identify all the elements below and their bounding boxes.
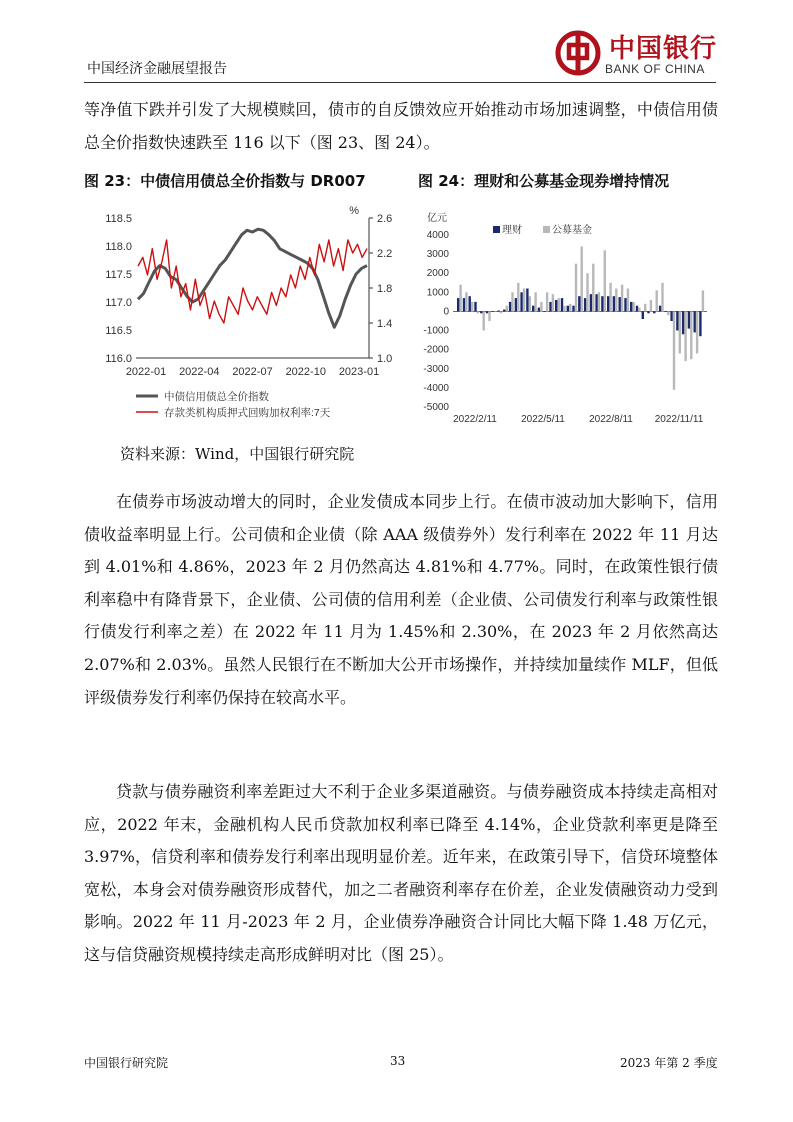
legend-label: 公募基金: [552, 225, 592, 236]
figure-23-title: 图 23：中债信用债总全价指数与 DR007: [84, 172, 366, 190]
x-tick-label: 2022/11/11: [654, 414, 704, 425]
licai-bar: [503, 310, 505, 312]
y-tick-label: 2000: [426, 268, 449, 280]
licai-bar: [595, 294, 597, 311]
licai-bar: [509, 302, 511, 312]
fund-bar: [667, 311, 669, 315]
fund-bar: [592, 264, 594, 312]
y-axis-unit: 亿元: [427, 213, 447, 224]
licai-bar: [699, 311, 701, 336]
x-tick-label: 2022/8/11: [589, 414, 633, 425]
licai-bar: [555, 300, 557, 312]
licai-bar: [463, 298, 465, 311]
licai-bar: [561, 298, 563, 311]
fund-bar: [477, 311, 479, 313]
fund-bar: [546, 292, 548, 311]
y-tick-label: -2000: [423, 344, 449, 356]
legend-label: 中债信用债总全价指数: [164, 391, 269, 403]
left-tick-label: 116.5: [105, 325, 132, 337]
licai-bar: [670, 311, 672, 321]
fund-bar: [569, 304, 571, 312]
fund-bar: [523, 289, 525, 312]
licai-bar: [486, 311, 488, 313]
left-tick-label: 118.5: [105, 213, 132, 225]
x-tick-label: 2022-01: [125, 366, 167, 378]
fund-bar: [598, 292, 600, 311]
paragraph-2: 在债券市场波动增大的同时，企业发债成本同步上行。在债市波动加大影响下，信用债收益率明显上行。公司债和企业债（除 AAA 级债券外）发行利率在 2022 年 11 月达到 4.01%和 4.86%，2023 年 2 月仍然高达 4.81%和 4.77%。同时，在政策性银行债利率稳中有降背景下，企业债、公司债的信用利差（企业债、公司债发行利率与政策性银行债发行利率之差）在 2022 年 11 月为 1.45%和 2.30%，在 2023 年 2 月依然高达 2.07%和 2.03%。虽然人民银行在不断加大公开市场操作，并持续加量续作 MLF，但低评级债券发行利率仍保持在较高水平。: [84, 492, 718, 707]
paragraph-1: 等净值下跌并引发了大规模赎回，债市的自反馈效应开始推动市场加速调整，中债信用债总全价指数快速跌至 116 以下（图 23、图 24）。: [84, 100, 718, 152]
left-tick-label: 116.0: [105, 353, 132, 365]
fund-bar: [563, 306, 565, 312]
x-tick-label: 2022-07: [232, 366, 273, 378]
left-tick-label: 118.0: [105, 241, 132, 253]
y-tick-label: -1000: [423, 325, 449, 337]
fund-bar: [661, 283, 663, 312]
left-tick-label: 117.0: [105, 297, 132, 309]
y-tick-label: -3000: [423, 363, 449, 375]
fund-bar: [609, 283, 611, 312]
licai-bar: [474, 302, 476, 312]
licai-bar: [572, 306, 574, 312]
licai-bar: [532, 306, 534, 312]
x-tick-label: 2022-10: [285, 366, 326, 378]
fund-bar: [604, 250, 606, 311]
dr007-line: [138, 240, 367, 323]
fund-bar: [586, 273, 588, 311]
legend-label: 理财: [502, 225, 522, 236]
logo-english-text: BANK OF CHINA: [605, 62, 705, 76]
legend-swatch: [543, 226, 550, 233]
figure-24-chart: [415, 200, 715, 430]
licai-bar: [520, 292, 522, 311]
report-title: 中国经济金融展望报告: [87, 61, 227, 77]
right-tick-label: 2.6: [377, 213, 393, 225]
right-tick-label: 2.2: [377, 248, 393, 260]
licai-bar: [676, 311, 678, 330]
licai-bar: [544, 311, 546, 312]
figure-24-title: 图 24：理财和公募基金现券增持情况: [418, 172, 670, 190]
legend-label: 存款类机构质押式回购加权利率:7天: [164, 407, 331, 419]
fund-bar: [575, 264, 577, 312]
licai-bar: [688, 311, 690, 328]
fund-bar: [552, 294, 554, 311]
licai-bar: [578, 296, 580, 311]
licai-bar: [567, 306, 569, 312]
licai-bar: [630, 302, 632, 312]
x-tick-label: 2022/2/11: [453, 414, 497, 425]
licai-bar: [515, 298, 517, 311]
fund-bar: [471, 302, 473, 312]
y-tick-label: 1000: [426, 287, 449, 299]
licai-bar: [457, 298, 459, 311]
fund-bar: [684, 311, 686, 361]
logo-chinese-text: 中国银行: [609, 34, 718, 64]
licai-bar: [584, 298, 586, 311]
right-tick-label: 1.0: [377, 353, 393, 365]
figure-23-chart: [84, 200, 414, 425]
y-tick-label: 3000: [426, 249, 449, 261]
legend-swatch: [493, 226, 500, 233]
boc-emblem-icon: [555, 30, 601, 76]
fund-bar: [650, 300, 652, 312]
licai-bar: [659, 306, 661, 312]
right-tick-label: 1.4: [377, 318, 393, 330]
x-tick-label: 2023-01: [338, 366, 380, 378]
page-number: 33: [390, 1054, 406, 1068]
fund-bar: [500, 311, 502, 313]
licai-bar: [694, 311, 696, 332]
bond-index-line: [138, 229, 367, 327]
licai-bar: [682, 311, 684, 334]
fund-bar: [615, 289, 617, 312]
licai-bar: [480, 311, 482, 313]
licai-bar: [642, 311, 644, 319]
fund-bar: [558, 298, 560, 311]
fund-bar: [638, 308, 640, 312]
fund-bar: [632, 302, 634, 312]
licai-bar: [526, 289, 528, 312]
x-tick-label: 2022/5/11: [521, 414, 565, 425]
licai-bar: [601, 296, 603, 311]
licai-bar: [613, 296, 615, 311]
fund-bar: [702, 290, 704, 311]
fund-bar: [488, 311, 490, 321]
fund-bar: [673, 311, 675, 389]
bank-of-china-logo: [553, 28, 718, 80]
licai-bar: [497, 311, 499, 312]
fund-bar: [529, 296, 531, 311]
fund-bar: [696, 311, 698, 353]
right-axis-unit: %: [349, 205, 359, 217]
licai-bar: [607, 296, 609, 311]
licai-bar: [492, 311, 494, 312]
fund-bar: [690, 311, 692, 359]
fund-bar: [540, 302, 542, 312]
licai-bar: [469, 296, 471, 311]
licai-bar: [624, 298, 626, 311]
y-tick-label: -4000: [423, 382, 449, 394]
fund-bar: [534, 292, 536, 311]
licai-bar: [647, 311, 649, 313]
right-tick-label: 1.8: [377, 283, 393, 295]
header-divider: [84, 82, 716, 83]
licai-bar: [653, 311, 655, 313]
fund-bar: [627, 289, 629, 312]
fund-bar: [517, 283, 519, 312]
footer-org: 中国银行研究院: [84, 1056, 169, 1070]
fund-bar: [656, 290, 658, 311]
fund-bar: [483, 311, 485, 330]
fund-bar: [459, 285, 461, 312]
licai-bar: [636, 306, 638, 312]
y-tick-label: 4000: [426, 230, 449, 241]
licai-bar: [549, 302, 551, 312]
y-tick-label: -5000: [423, 402, 449, 413]
fund-bar: [506, 306, 508, 312]
y-tick-label: 0: [443, 306, 449, 318]
figure-source-note: 资料来源：Wind，中国银行研究院: [120, 445, 355, 463]
footer-quarter: 2023 年第 2 季度: [620, 1056, 718, 1070]
x-tick-label: 2022-04: [179, 366, 220, 378]
licai-bar: [665, 311, 667, 312]
fund-bar: [621, 285, 623, 312]
fund-bar: [679, 311, 681, 353]
fund-bar: [465, 292, 467, 311]
fund-bar: [494, 311, 496, 312]
licai-bar: [538, 308, 540, 312]
left-tick-label: 117.5: [105, 269, 132, 281]
licai-bar: [619, 297, 621, 311]
licai-bar: [590, 294, 592, 311]
fund-bar: [581, 247, 583, 312]
fund-bar: [511, 292, 513, 311]
paragraph-3: 贷款与债券融资利率差距过大不利于企业多渠道融资。与债券融资成本持续走高相对应，2022 年末，金融机构人民币贷款加权利率已降至 4.14%，企业贷款利率更是降至 3.97%，信贷利率和债券发行利率出现明显价差。近年来，在政策引导下，信贷环境整体宽松，本身会对债券融资形成替代，加之二者融资利率存在价差，企业发债融资动力受到影响。2022 年 11 月-2023 年 2 月，企业债券净融资合计同比大幅下降 1.48 万亿元，这与信贷融资规模持续走高形成鲜明对比（图 25）。: [84, 782, 718, 964]
fund-bar: [644, 304, 646, 312]
